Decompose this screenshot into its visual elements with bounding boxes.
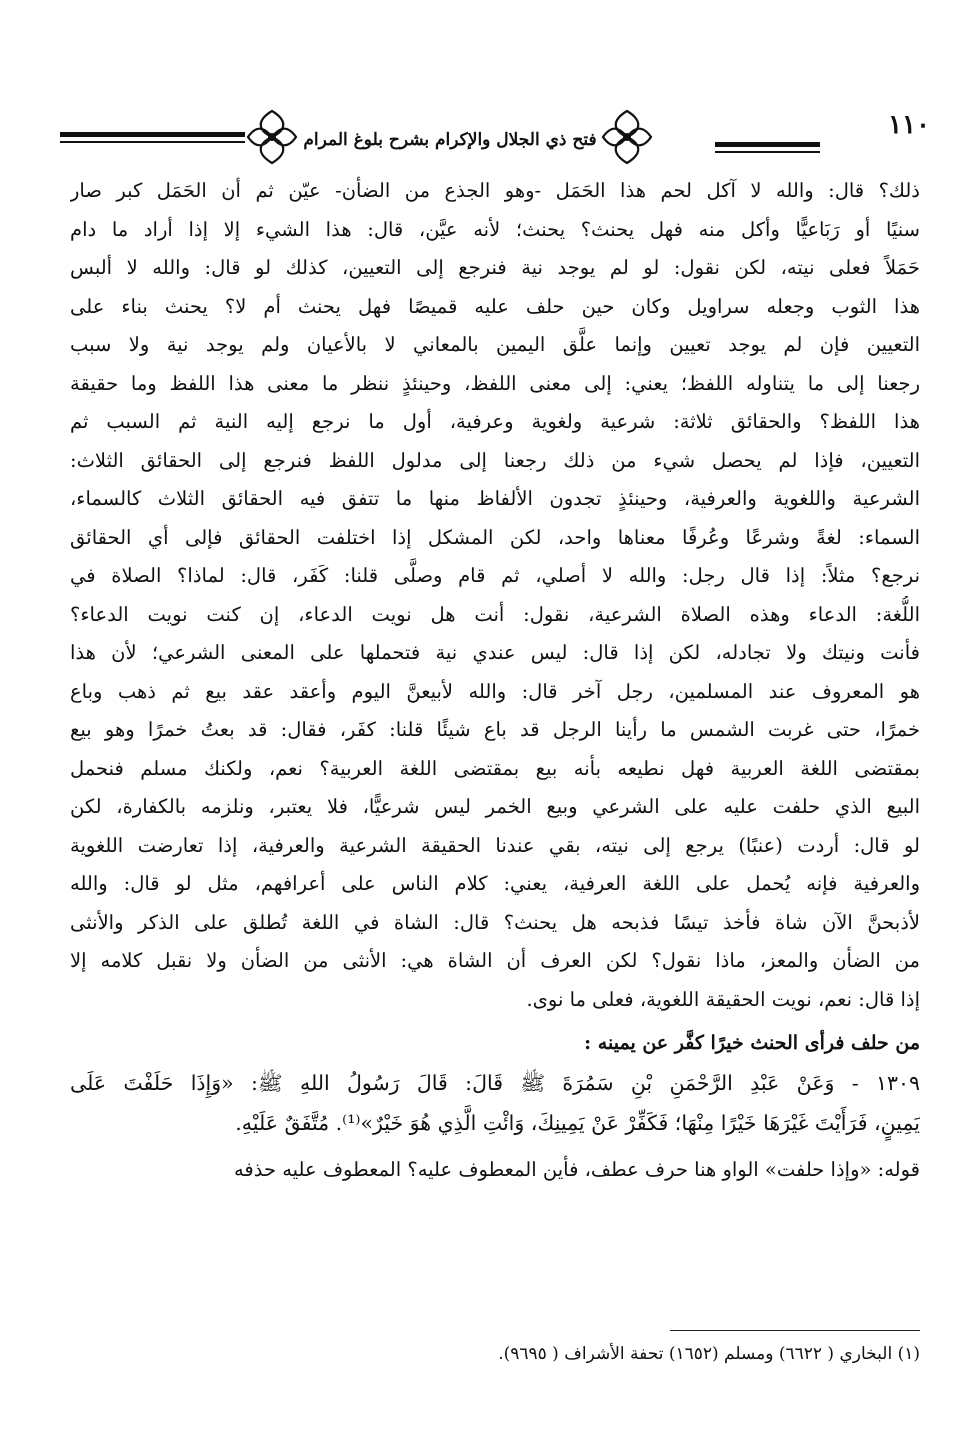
hadith-line: يَمِينٍ، فَرَأَيْتَ غَيْرَهَا خَيْرًا مِنْهَا؛ فَكَفِّرْ عَنْ يَمِينِكَ، وَائْتِ الَّذِي هُوَ خَيْرٌ»⁽¹⁾. مُتَّفَقٌ عَلَيْهِ. (235, 1111, 920, 1135)
text-line: من الضأن والمعز، ماذا نقول؟ لكن العرف أن الشاة هي: الأنثى من الضأن ولا نقبل كلامه إلا (70, 949, 920, 972)
hadith-line: ١٣٠٩ - وَعَنْ عَبْدِ الرَّحْمَنِ بْنِ سَمُرَةَ ﷺ قَالَ: قَالَ رَسُولُ اللهِ ﷺ: «وَإِذَا حَلَفْتَ عَلَى (70, 1071, 920, 1095)
text-line: بمقتضى اللغة العربية فهل نطيعه بأنه بيع بمقتضى اللغة العربية؟ نعم، ولكنك مسلم فنحمل (70, 756, 920, 780)
text-line: هو المعروف عند المسلمين، رجل آخر قال: والله لأبيعنَّ اليوم وأعقد عقد بيع ثم ذهب وباع (70, 679, 920, 703)
running-title: فتح ذي الجلال والإكرام بشرح بلوغ المرام (303, 130, 597, 150)
text-line: هذا اللفظ؟ والحقائق ثلاثة: شرعية ولغوية وعرفية، أول ما نرجع إليه النية ثم السبب ثم (70, 410, 920, 433)
footnote-divider (670, 1330, 920, 1331)
text-line: سنيًا أو رَبَاعيًّا وأكل منه فهل يحنث؟ يحنث؛ لأنه عيَّن، قال: هذا الشيء إلا إذا أراد ما دام (70, 217, 920, 241)
footnote: (١) البخاري ( ٦٦٢٢) ومسلم (١٦٥٢) تحفة الأشراف ( ٩٦٩٥). (498, 1344, 920, 1364)
text-line: لو قال: أردت (عنبًا) يرجع إلى نيته، بقي عندنا الحقيقة الشرعية والعرفية، إذا تعارضت اللغوية (70, 833, 920, 857)
text-line: هذا الثوب وجعله سراويل وكان حين حلف عليه قميصًا فهل يحنث أم لا؟ يحنث بناء على (70, 294, 920, 318)
text-line: اللُّغة: الدعاء وهذه الصلاة الشرعية، نقول: أنت هل نويت الدعاء، إن كنت نويت الدعاء؟ (70, 602, 920, 626)
text-line: السماء: لغةً وشرعًا وعُرفًا معناها واحد، لكن المشكل إذا اختلفت الحقائق فإلى أي الحقائق (70, 525, 920, 549)
page-number: ١١٠ (888, 110, 930, 140)
body-text (70, 172, 920, 1190)
text-line: ذلك؟ قال: والله لا آكل لحم هذا الحَمَل -وهو الجذع من الضأن- عيّن ثم أن الحَمَل كبر صار (70, 179, 920, 202)
text-line: رجعنا إلى ما يتناوله اللفظ؛ يعني: إلى معنى اللفظ، وحينئذٍ ننظر ما معنى هذا اللفظ وما حقيقة (70, 371, 920, 395)
text-line: إذا قال: نعم، نويت الحقيقة اللغوية، فعلى ما نوى. (526, 987, 920, 1011)
text-line: خمرًا، حتى غربت الشمس ما رأينا الرجل قد باع شيئًا قلنا: كفَر، فقال: قد بعتُ خمرًا وهو بيع (70, 718, 920, 741)
text-line: التعيين فإن لم يوجد تعيين وإنما علَّق اليمين بالمعاني لا بالأعيان ولم يوجد نية ولا سبب (70, 333, 920, 356)
text-line: والعرفية فإنه يُحمل على اللغة العرفية، يعني: كلام الناس على أعرافهم، مثل لو قال: والله (70, 872, 920, 895)
ornament-left-icon (245, 108, 299, 166)
text-line: حَمَلاً فعلى نيته، لكن نقول: لو لم يوجد نية فنرجع إلى التعيين، كذلك لو قال: والله لا ألبس (70, 256, 920, 279)
ornament-right-icon (600, 108, 654, 166)
header-rule-right (715, 138, 820, 160)
text-line: التعيين، فإذا لم يحصل شيء من ذلك رجعنا إلى مدلول اللفظ فنرجع إلى الحقائق الثلاث: (70, 448, 920, 472)
header-rule-left (60, 128, 245, 150)
text-line: البيع الذي حلفت عليه على الشرعي وبيع الخمر ليس شرعيًّا، فلا يعتبر، ونلزمه بالكفارة، لكن (70, 795, 920, 818)
text-line: الشرعية واللغوية والعرفية، وحينئذٍ تجدون الألفاظ منها ما تتفق فيه الحقائق الثلاث كالسماء، (70, 487, 920, 510)
page-header (60, 108, 930, 168)
commentary-line: قوله: «وإذا حلفت» الواو هنا حرف عطف، فأين المعطوف عليه؟ المعطوف عليه حذفه (233, 1158, 920, 1181)
text-line: فأنت ونيتك ولا تجادله، لكن إذا قال: ليس عندي نية فتحملها على المعنى الشرعي؛ لأن هذا (70, 641, 920, 664)
section-heading: من حلف فرأى الحنث خيرًا كفَّر عن يمينه : (584, 1032, 920, 1054)
paragraph-main (70, 172, 920, 1019)
hadith-text (70, 1063, 920, 1143)
text-line: نرجع؟ مثلاً: إذا قال رجل: والله لا أصلي، ثم قام وصلَّى قلنا: كَفَر، قال: لماذا؟ الصلاة في (70, 564, 920, 587)
text-line: لأذبحنَّ الآن شاة فأخذ تيسًا فذبحه هل يحنث؟ قال: الشاة في اللغة تُطلق على الذكر والأنثى (70, 910, 920, 934)
